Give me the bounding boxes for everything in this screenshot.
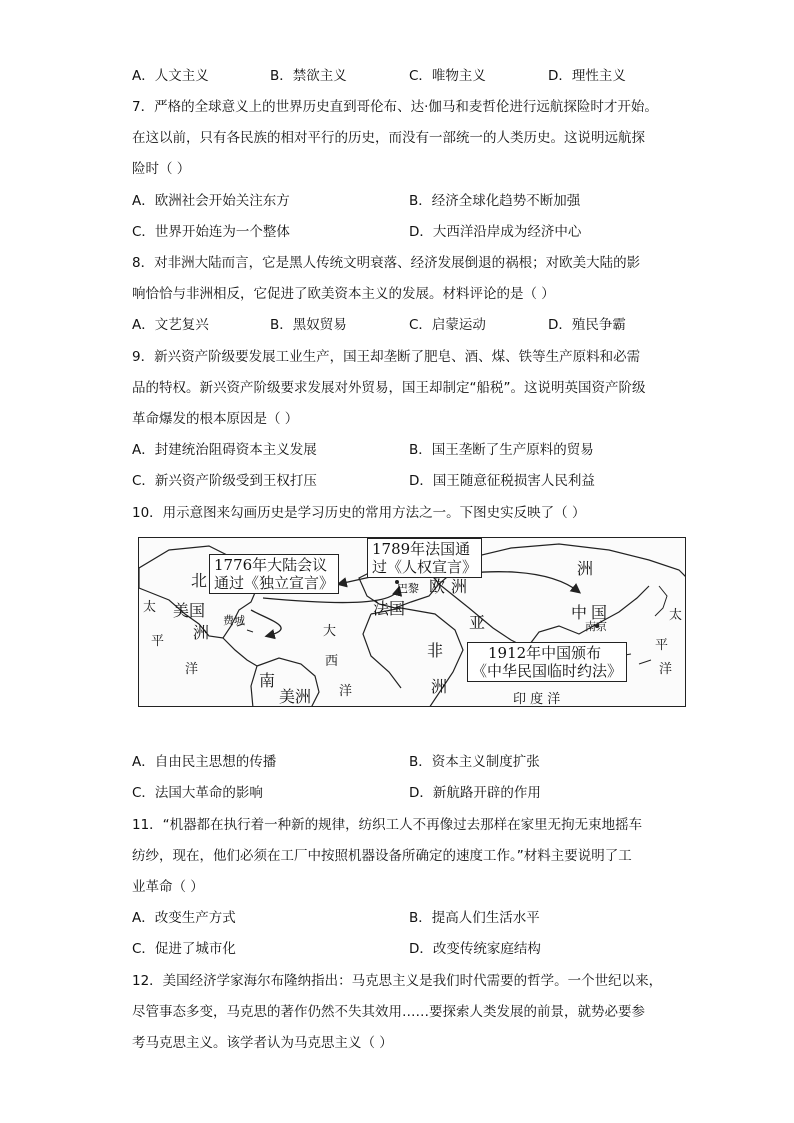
q8-stem-line-1: 8．对非洲大陆而言，它是黑人传统文明衰落、经济发展倒退的祸根；对欧美大陆的影 bbox=[132, 255, 641, 271]
q7-stem-line-1: 7．严格的全球意义上的世界历史直到哥伦布、达·伽马和麦哲伦进行远航探险时才开始。 bbox=[132, 99, 658, 115]
map-box-1789-line-1: 1789年法国通 bbox=[372, 540, 471, 558]
map-label-zhou-africa: 洲 bbox=[431, 677, 448, 696]
q7-stem-line-2: 在这以前，只有各民族的相对平行的历史，而没有一部统一的人类历史。这说明远航探 bbox=[132, 130, 645, 146]
map-label-zhou-asia: 洲 bbox=[577, 559, 594, 578]
map-label-yang-mid: 洋 bbox=[339, 684, 353, 699]
map-label-ping-right: 平 bbox=[655, 638, 669, 653]
q9-stem-line-3: 革命爆发的根本原因是（ ） bbox=[132, 411, 299, 427]
map-label-da: 大 bbox=[323, 624, 337, 639]
map-label-ping-left: 平 bbox=[151, 634, 165, 649]
q8-option-a: A．文艺复兴 bbox=[132, 317, 209, 333]
map-label-tai-right: 太 bbox=[669, 608, 683, 623]
map-box-1789 bbox=[367, 538, 482, 578]
map-label-zhou-na: 洲 bbox=[193, 623, 210, 642]
q10-option-d: D．新航路开辟的作用 bbox=[409, 785, 541, 801]
q6-option-d: D．理性主义 bbox=[548, 68, 626, 84]
map-label-fei: 非 bbox=[427, 641, 444, 660]
q8-option-b: B．黑奴贸易 bbox=[270, 317, 347, 333]
q9-option-d: D．国王随意征税损害人民利益 bbox=[409, 473, 595, 489]
q10-stem-line-1: 10．用示意图来勾画历史是学习历史的常用方法之一。下图史实反映了（ ） bbox=[132, 505, 586, 521]
q11-option-a: A．改变生产方式 bbox=[132, 910, 236, 926]
map-box-1912-line-2: 《中华民国临时约法》 bbox=[472, 662, 623, 680]
map-label-faguo: 法国 bbox=[373, 599, 406, 618]
map-label-zhongguo: 中国 bbox=[571, 603, 612, 622]
map-box-1776-line-2: 通过《独立宣言》 bbox=[214, 574, 335, 592]
map-label-feicheng: 费城 bbox=[223, 614, 245, 627]
q7-stem-line-3: 险时（ ） bbox=[132, 161, 191, 177]
q9-stem-line-2: 品的特权。新兴资产阶级要求发展对外贸易，国王却制定“船税”。这说明英国资产阶级 bbox=[132, 380, 646, 396]
q8-option-d: D．殖民争霸 bbox=[548, 317, 626, 333]
q9-option-b: B．国王垄断了生产原料的贸易 bbox=[409, 442, 594, 458]
q10-option-b: B．资本主义制度扩张 bbox=[409, 754, 540, 770]
map-box-1912 bbox=[467, 642, 627, 682]
q7-option-b: B．经济全球化趋势不断加强 bbox=[409, 193, 581, 209]
map-label-xi: 西 bbox=[325, 654, 339, 669]
q11-stem-line-3: 业革命（ ） bbox=[132, 879, 204, 895]
q9-option-c: C．新兴资产阶级受到王权打压 bbox=[132, 473, 317, 489]
map-label-yang-left: 洋 bbox=[185, 662, 199, 677]
map-label-ya: 亚 bbox=[469, 613, 486, 632]
map-box-1776 bbox=[209, 554, 339, 594]
map-label-nan: 南 bbox=[259, 671, 276, 690]
q11-option-b: B．提高人们生活水平 bbox=[409, 910, 540, 926]
map-box-1912-line-1: 1912年中国颁布 bbox=[488, 644, 602, 662]
q9-stem-line-1: 9．新兴资产阶级要发展工业生产，国王却垄断了肥皂、酒、煤、铁等生产原料和必需 bbox=[132, 349, 641, 365]
q11-stem-line-2: 纺纱，现在，他们必须在工厂中按照机器设备所确定的速度工作。”材料主要说明了工 bbox=[132, 848, 632, 864]
q8-option-c: C．启蒙运动 bbox=[409, 317, 486, 333]
map-box-1789-line-2: 过《人权宣言》 bbox=[372, 558, 478, 576]
q10-option-c: C．法国大革命的影响 bbox=[132, 785, 263, 801]
map-label-yindu-yang: 印 度 洋 bbox=[513, 692, 561, 707]
q8-stem-line-2: 响恰恰与非洲相反，它促进了欧美资本主义的发展。材料评论的是（ ） bbox=[132, 286, 555, 302]
map-label-bali: 巴黎 bbox=[397, 582, 419, 595]
q7-option-a: A．欧洲社会开始关注东方 bbox=[132, 193, 290, 209]
q10-option-a: A．自由民主思想的传播 bbox=[132, 754, 277, 770]
map-label-tai-left: 太 bbox=[143, 600, 157, 615]
world-map-figure bbox=[138, 537, 686, 707]
q9-option-a: A．封建统治阻碍资本主义发展 bbox=[132, 442, 317, 458]
q11-stem-line-1: 11．“机器都在执行着一种新的规律，纺织工人不再像过去那样在家里无拘无束地摇车 bbox=[132, 817, 643, 833]
map-label-nanjing: 南京 bbox=[585, 620, 607, 633]
map-label-ouzhou: 欧洲 bbox=[429, 577, 474, 596]
q11-option-d: D．改变传统家庭结构 bbox=[409, 941, 541, 957]
q12-stem-line-3: 考马克思主义。该学者认为马克思主义（ ） bbox=[132, 1035, 393, 1051]
q12-stem-line-1: 12．美国经济学家海尔布隆纳指出：马克思主义是我们时代需要的哲学。一个世纪以来， bbox=[132, 973, 663, 989]
q7-option-c: C．世界开始连为一个整体 bbox=[132, 224, 290, 240]
map-label-yang-right: 洋 bbox=[659, 662, 673, 677]
q7-option-d: D．大西洋沿岸成为经济中心 bbox=[409, 224, 582, 240]
map-label-meiguo: 美国 bbox=[173, 601, 206, 620]
q6-option-c: C．唯物主义 bbox=[409, 68, 486, 84]
q6-option-a: A．人文主义 bbox=[132, 68, 209, 84]
q11-option-c: C．促进了城市化 bbox=[132, 941, 236, 957]
map-label-bei: 北 bbox=[191, 571, 208, 590]
map-box-1776-line-1: 1776年大陆会议 bbox=[214, 556, 328, 574]
q6-option-b: B．禁欲主义 bbox=[270, 68, 347, 84]
q12-stem-line-2: 尽管事态多变，马克思的著作仍然不失其效用……要探索人类发展的前景，就势必要参 bbox=[132, 1004, 645, 1020]
map-label-meizhou-south: 美洲 bbox=[279, 687, 312, 706]
